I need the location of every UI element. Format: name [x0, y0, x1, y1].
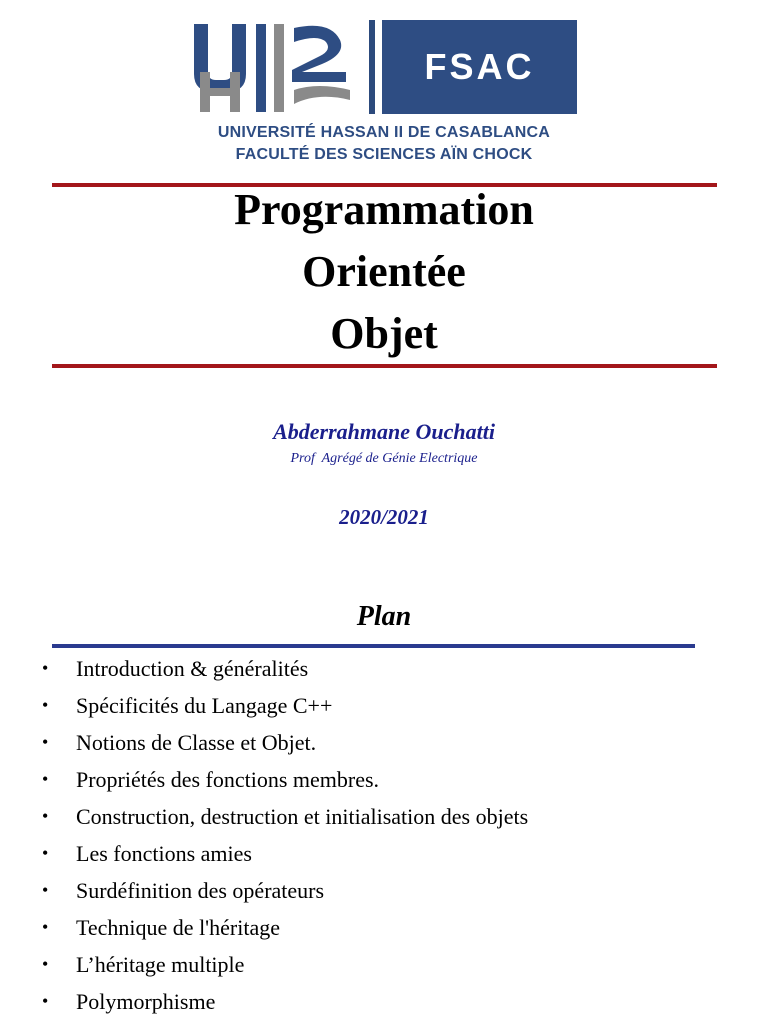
university-name: UNIVERSITÉ HASSAN II DE CASABLANCA [217, 124, 551, 141]
title-line-1: Programmation [234, 185, 534, 234]
bullet-icon: • [42, 843, 49, 863]
list-item-text: Introduction & généralités [76, 655, 309, 681]
bullet-icon: • [42, 769, 49, 789]
bullet-icon: • [42, 806, 49, 826]
bullet-icon: • [42, 917, 49, 937]
author-name: Abderrahmane Ouchatti [273, 419, 495, 444]
list-item [42, 687, 742, 724]
academic-year: 2020/2021 [339, 505, 429, 529]
bullet-icon: • [42, 954, 49, 974]
title-rule-bottom [52, 364, 717, 368]
title-line-3: Objet [330, 309, 438, 358]
logo-separator [369, 20, 375, 114]
university-logo [190, 20, 360, 114]
bullet-icon: • [42, 658, 49, 678]
bullet-icon: • [42, 695, 49, 715]
plan-rule [52, 644, 695, 648]
list-item-text: Notions de Classe et Objet. [76, 729, 317, 755]
list-item-text: Les fonctions amies [76, 840, 252, 866]
list-item-text: Construction, destruction et initialisation des objets [76, 803, 529, 829]
list-item [42, 761, 742, 798]
fsac-logo-badge [382, 20, 577, 114]
list-item [42, 909, 742, 946]
title-line-2: Orientée [302, 247, 466, 296]
bullet-icon: • [42, 880, 49, 900]
fsac-logo-text: FSAC [424, 46, 535, 87]
list-item [42, 798, 742, 835]
list-item [42, 983, 742, 1020]
list-item [42, 650, 742, 687]
faculty-name: FACULTÉ DES SCIENCES AÏN CHOCK [235, 146, 533, 163]
list-item-text: Propriétés des fonctions membres. [76, 766, 380, 792]
bullet-icon: • [42, 991, 49, 1011]
list-item [42, 872, 742, 909]
list-item-text: Spécificités du Langage C++ [76, 692, 333, 718]
list-item-text: L’héritage multiple [76, 951, 245, 977]
author-role: Prof Agrégé de Génie Electrique [290, 451, 478, 466]
list-item-text: Technique de l'héritage [76, 914, 280, 940]
list-item [42, 724, 742, 761]
bullet-icon: • [42, 732, 49, 752]
list-item-text: Polymorphisme [76, 988, 216, 1014]
plan-list [42, 650, 742, 1020]
list-item-text: Surdéfinition des opérateurs [76, 877, 325, 903]
list-item [42, 946, 742, 983]
list-item [42, 835, 742, 872]
plan-heading: Plan [356, 601, 412, 632]
